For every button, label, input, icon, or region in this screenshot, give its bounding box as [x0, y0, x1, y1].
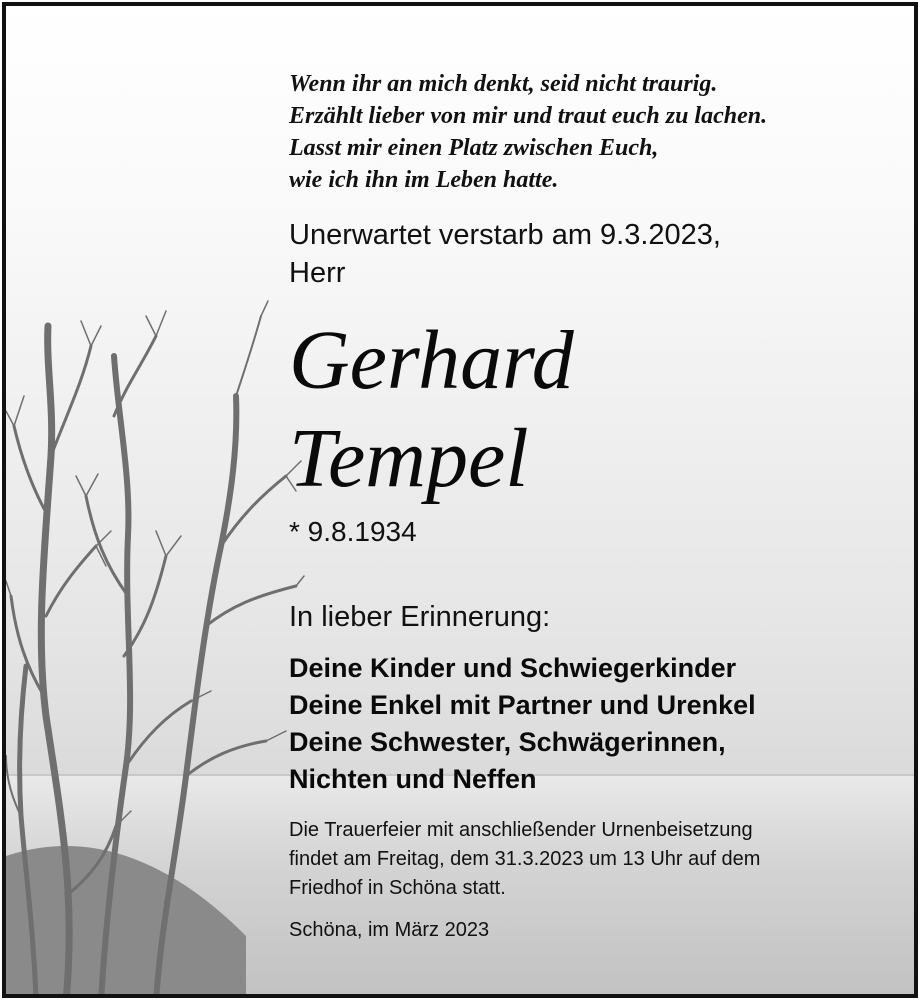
funeral-service-info	[289, 816, 760, 903]
honorific: Herr	[289, 257, 346, 289]
mourner-line: Deine Kinder und Schwiegerkinder	[289, 653, 737, 683]
deceased-name	[289, 312, 574, 508]
bare-tree-image	[6, 296, 306, 998]
poem-line: wie ich ihn im Leben hatte.	[289, 167, 559, 193]
poem-line: Wenn ihr an mich denkt, seid nicht traurig.	[289, 71, 718, 97]
mourner-line: Deine Schwester, Schwägerinnen,	[289, 727, 726, 757]
service-line: Friedhof in Schöna statt.	[289, 877, 506, 899]
death-date-line: Unerwartet verstarb am 9.3.2023,	[289, 219, 721, 251]
place-and-date: Schöna, im März 2023	[289, 919, 490, 941]
service-line: Die Trauerfeier mit anschließender Urnenbeisetzung	[289, 819, 753, 841]
first-name: Gerhard	[289, 314, 574, 407]
mourner-line: Nichten und Neffen	[289, 764, 537, 794]
death-announcement	[289, 216, 721, 292]
mourners-list	[289, 650, 756, 798]
mourner-line: Deine Enkel mit Partner und Urenkel	[289, 690, 756, 720]
poem-line: Erzählt lieber von mir und traut euch zu lachen.	[289, 103, 768, 129]
poem-line: Lasst mir einen Platz zwischen Euch,	[289, 135, 659, 161]
obituary-card	[2, 2, 918, 998]
birth-date: * 9.8.1934	[289, 516, 417, 547]
memory-label: In lieber Erinnerung:	[289, 601, 551, 633]
poem	[289, 68, 849, 196]
service-line: findet am Freitag, dem 31.3.2023 um 13 Uhr auf dem	[289, 848, 761, 870]
last-name: Tempel	[289, 412, 529, 505]
